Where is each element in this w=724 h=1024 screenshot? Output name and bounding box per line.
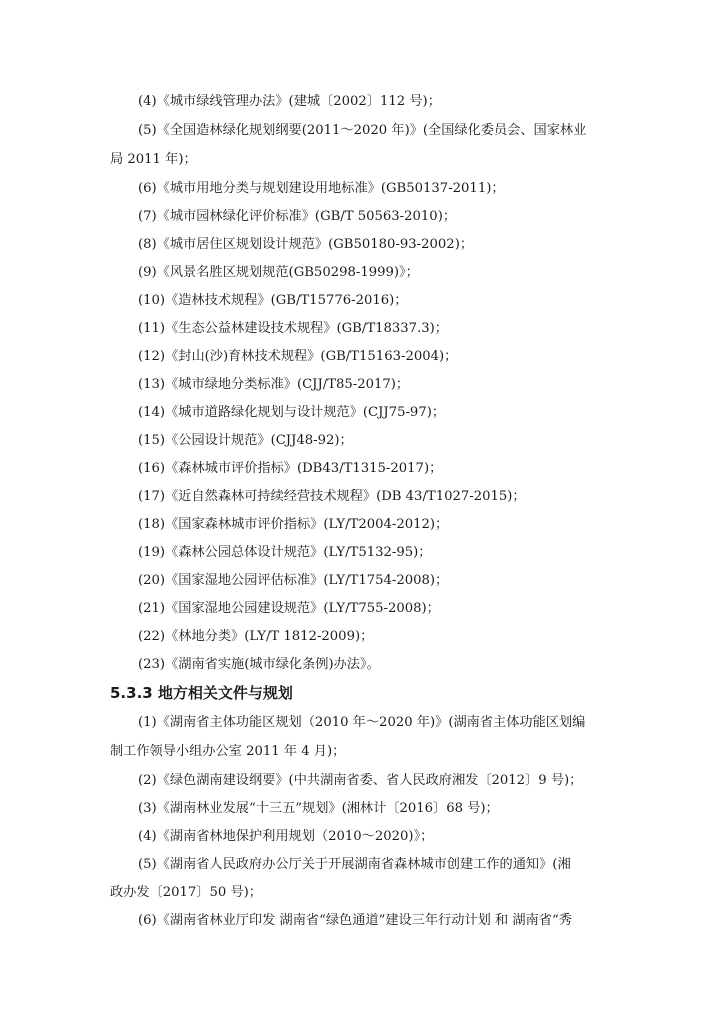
reference-item-20: (20)《国家湿地公园评估标准》(LY/T1754-2008)； <box>138 573 449 588</box>
reference-item-19: (19)《森林公园总体设计规范》(LY/T5132-95)； <box>138 545 432 560</box>
reference-item-13: (13)《城市绿地分类标准》(CJJ/T85-2017)； <box>138 377 410 392</box>
reference-item-18: (18)《国家森林城市评价指标》(LY/T2004-2012)； <box>138 517 449 532</box>
reference-item-21: (21)《国家湿地公园建设规范》(LY/T755-2008)； <box>138 601 440 616</box>
section-heading: 5.3.3 地方相关文件与规划 <box>110 684 293 702</box>
reference-item-22: (22)《林地分类》(LY/T 1812-2009)； <box>138 629 374 644</box>
reference-item-17: (17)《近自然森林可持续经营技术规程》(DB 43/T1027-2015)； <box>138 489 526 504</box>
reference-item-16: (16)《森林城市评价指标》(DB43/T1315-2017)； <box>138 461 443 476</box>
local-item-5-cont: 政办发〔2017〕50 号)； <box>110 885 262 900</box>
reference-item-12: (12)《封山(沙)育林技术规程》(GB/T15163-2004)； <box>138 349 458 364</box>
reference-item-14: (14)《城市道路绿化规划与设计规范》(CJJ75-97)； <box>138 405 446 420</box>
local-item-1: (1)《湖南省主体功能区规划（2010 年～2020 年)》(湖南省主体功能区划编 <box>138 715 586 730</box>
reference-item-15: (15)《公园设计规范》(CJJ48-92)； <box>138 433 353 448</box>
local-item-1-cont: 制工作领导小组办公室 2011 年 4 月)； <box>110 744 346 759</box>
reference-item-9: (9)《风景名胜区规划规范(GB50298-1999)》； <box>138 265 419 280</box>
reference-item-5-cont: 局 2011 年)； <box>110 152 197 167</box>
local-item-4: (4)《湖南省林地保护利用规划（2010～2020)》； <box>138 829 434 844</box>
local-item-2: (2)《绿色湖南建设纲要》(中共湖南省委、省人民政府湘发〔2012〕9 号)； <box>138 773 583 788</box>
reference-item-7: (7)《城市园林绿化评价标准》(GB/T 50563-2010)； <box>138 209 457 224</box>
reference-item-11: (11)《生态公益林建设技术规程》(GB/T18337.3)； <box>138 321 448 336</box>
reference-item-6: (6)《城市用地分类与规划建设用地标准》(GB50137-2011)； <box>138 181 505 196</box>
reference-item-4: (4)《城市绿线管理办法》(建城〔2002〕112 号)； <box>138 94 441 109</box>
reference-item-10: (10)《造林技术规程》(GB/T15776-2016)； <box>138 293 408 308</box>
reference-item-23: (23)《湖南省实施(城市绿化条例)办法》。 <box>138 657 380 672</box>
reference-item-5: (5)《全国造林绿化规划纲要(2011～2020 年)》(全国绿化委员会、国家林业 <box>138 123 587 138</box>
local-item-3: (3)《湖南林业发展“十三五”规划》(湘林计〔2016〕68 号)； <box>138 801 499 816</box>
local-item-5: (5)《湖南省人民政府办公厅关于开展湖南省森林城市创建工作的通知》(湘 <box>138 857 571 872</box>
reference-item-8: (8)《城市居住区规划设计规范》(GB50180-93-2002)； <box>138 237 474 252</box>
local-item-6: (6)《湖南省林业厅印发 湖南省“绿色通道”建设三年行动计划 和 湖南省“秀 <box>138 913 572 928</box>
